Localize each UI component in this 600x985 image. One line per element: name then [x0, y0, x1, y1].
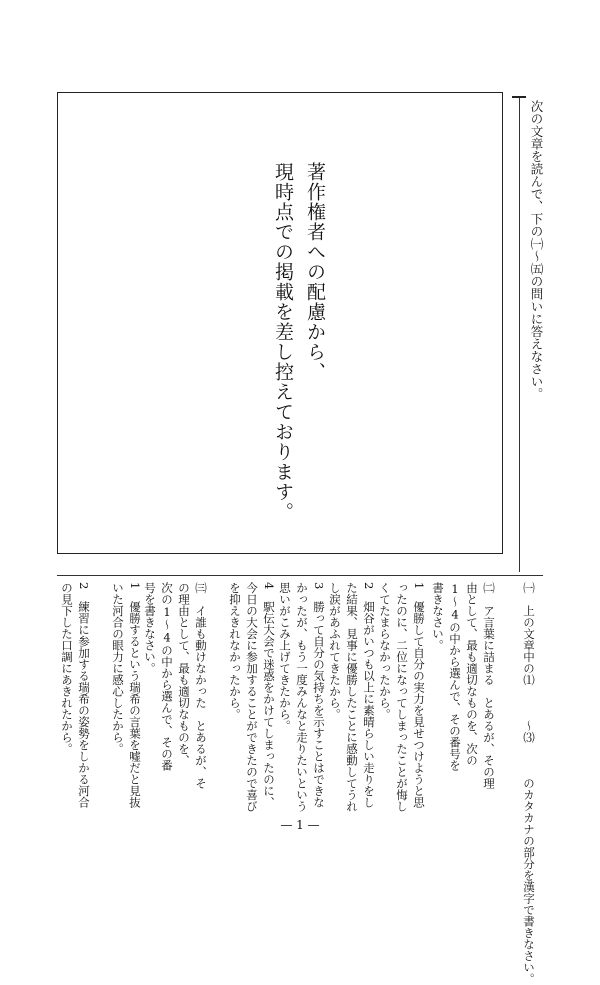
question-3-stem-line-1: ㈢ イ誰も動けなかった とあるが、そ	[194, 582, 208, 789]
divider-vertical	[519, 96, 520, 572]
question-2-option-4: 4 駅伝大会で迷惑をかけてしまったのに、今日の大会に参加することができたので喜びを抑えきれなかったから。	[228, 582, 276, 812]
question-1: ㈠ 上の文章中の⑴ 〜⑶ のカタカナの部分を漢字で書きなさい。	[522, 582, 536, 985]
question-3-stem-line-2: の理由として、最も適切なものを、	[177, 582, 191, 766]
question-3-stem-line-4: 号を書きなさい。	[143, 582, 157, 674]
question-3-option-1: 1 優勝するという瑞希の言葉を嘘だと見抜いた河合の眼力に感心したから。	[111, 582, 142, 808]
question-2-stem-line-4: 書きなさい。	[431, 582, 445, 651]
instruction-text: 次の文章を読んで、下の㈠〜㈤の問いに答えなさい。	[529, 100, 544, 400]
question-2-option-3: 3 勝って自分の気持ちを示すことはできなかったが、もう一度みんなと走りたいという思いがこみ上げてきたから。	[278, 582, 326, 812]
question-3-option-2: 2 練習に参加する瑞希の姿勢をしかる河合の見下した口調にあきれたから。	[60, 582, 91, 808]
question-2-stem-line-1: ㈡ ア言葉に詰まる とあるが、その理	[482, 582, 496, 789]
question-2-option-1: 1 優勝して自分の実力を見せつけようと思ったのに、二位になってしまったことが悔しくてたまらなかったから。	[378, 582, 426, 812]
copyright-notice-line-2: 現時点での掲載を差し控えております。	[272, 162, 294, 522]
copyright-notice-line-1: 著作権者への配慮から、	[304, 162, 326, 382]
question-2-option-2: 2 畑谷がいつも以上に素晴らしい走りをした結果、見事に優勝したことに感動してうれし涙があふれてきたから。	[328, 582, 376, 812]
question-2-stem-line-2: 由として、最も適切なものを、次の	[465, 582, 479, 766]
question-2-stem-line-3: 1〜4の中から選んで、その番号を	[448, 582, 462, 771]
section-marker	[512, 96, 526, 98]
page-number: — 1 —	[280, 818, 320, 832]
divider-horizontal	[57, 575, 543, 576]
question-3-stem-line-3: 次の1〜4の中から選んで、その番	[160, 582, 174, 771]
